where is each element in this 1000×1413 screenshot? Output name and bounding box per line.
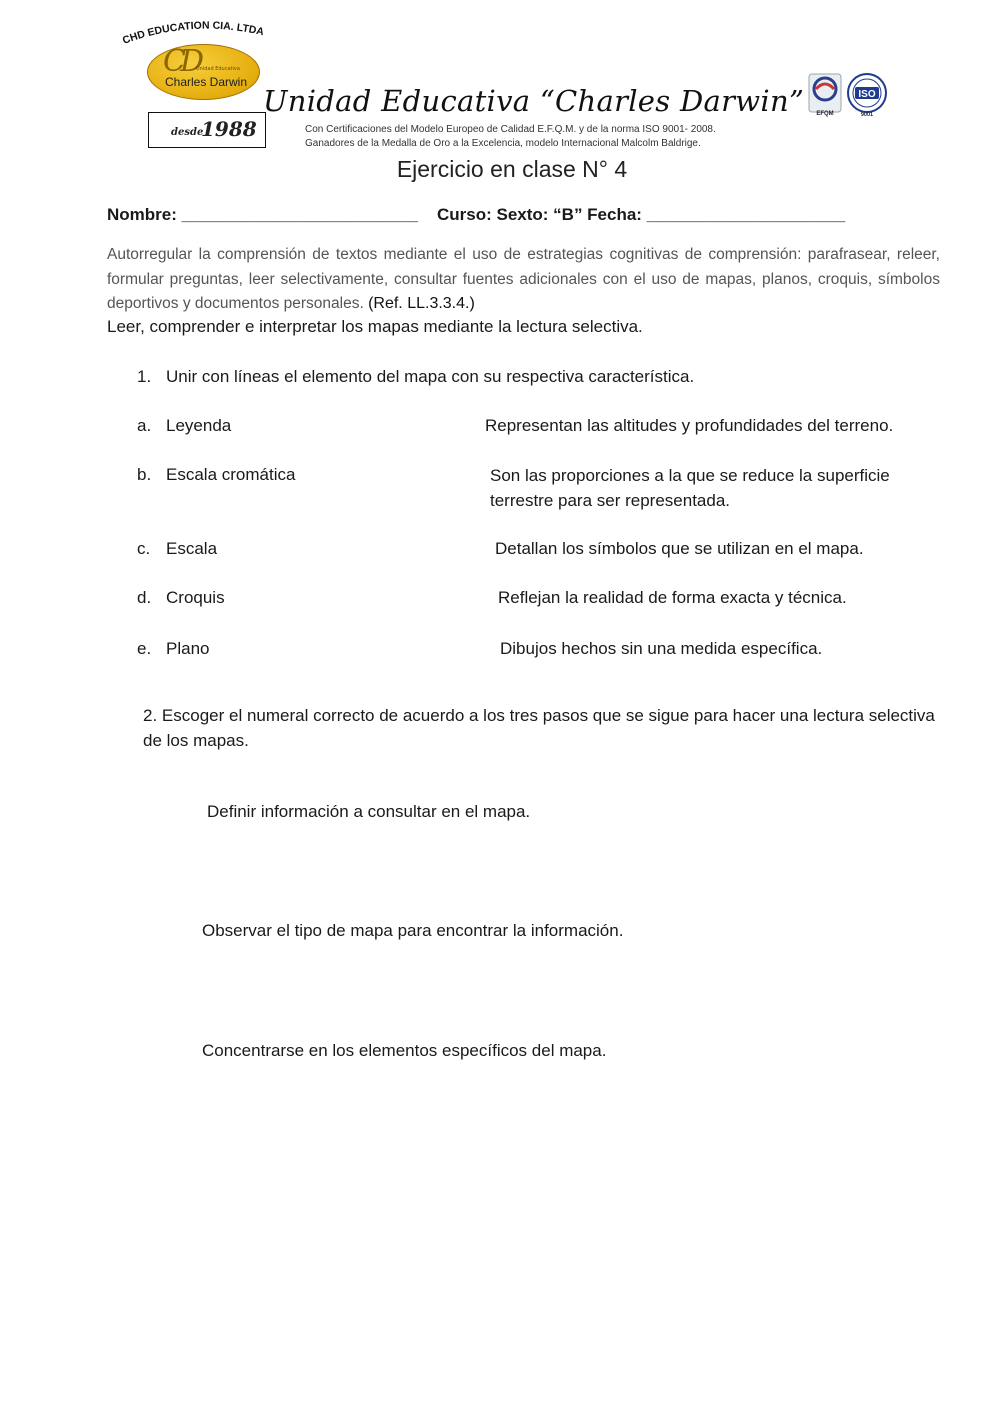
step-item: Definir información a consultar en el mapa. — [207, 802, 531, 821]
objective-text: Autorregular la comprensión de textos mediante el uso de estrategias cognitivas de comprensión: parafrasear, releer, formular preguntas, leer selectivamente, consultar fuentes adicionales con el uso de mapas, planos, croquis, símbolos deportivos y documentos personales. — [107, 246, 940, 312]
step-item: Observar el tipo de mapa para encontrar la información. — [202, 921, 624, 940]
term-escala-cromatica: Escala cromática — [166, 465, 296, 484]
term-letter: e. — [137, 639, 152, 658]
course-date-label: Curso: Sexto: “B” Fecha: _____________________ — [437, 205, 846, 224]
iso-seal-icon — [846, 73, 888, 117]
logo-small-text: Unidad Educativa — [196, 66, 240, 72]
company-name: CHD EDUCATION CIA. LTDA — [120, 19, 266, 47]
school-name: Unidad Educativa “Charles Darwin” — [263, 84, 805, 118]
certification-line: Con Certificaciones del Modelo Europeo de Calidad E.F.Q.M. y de la norma ISO 9001- 2008. — [305, 124, 716, 135]
definition-item: Detallan los símbolos que se utilizan en el mapa. — [495, 539, 864, 558]
term-letter: a. — [137, 416, 152, 435]
svg-text:CHD EDUCATION CIA. LTDA — [121, 20, 266, 47]
objective-ref: (Ref. LL.3.3.4.) — [368, 295, 475, 312]
page-title: Ejercicio en clase N° 4 — [396, 156, 628, 182]
term-letter: d. — [137, 588, 152, 607]
logo-school-name: Charles Darwin — [165, 75, 248, 89]
objective-paragraph — [107, 243, 940, 317]
term-letter: c. — [137, 539, 151, 558]
award-line: Ganadores de la Medalla de Oro a la Excelencia, modelo Internacional Malcolm Baldrige. — [305, 138, 701, 149]
term-letter: b. — [137, 465, 152, 484]
iso-number: 9001 — [860, 112, 874, 117]
term-escala: Escala — [166, 539, 218, 558]
since-year: 1988 — [201, 117, 257, 141]
name-field-label: Nombre: _________________________ — [107, 205, 418, 224]
term-leyenda: Leyenda — [166, 416, 232, 435]
question-2-text: 2. Escoger el numeral correcto de acuerdo a los tres pasos que se sigue para hacer una lectura selectiva de los mapas. — [143, 706, 935, 750]
question-1-number: 1. — [137, 367, 152, 386]
definition-item: Son las proporciones a la que se reduce la superficie terrestre para ser representada. — [490, 466, 890, 510]
subtitle: Leer, comprender e interpretar los mapas mediante la lectura selectiva. — [107, 317, 643, 336]
term-plano: Plano — [166, 639, 210, 658]
definition-item: Representan las altitudes y profundidades del terreno. — [485, 416, 894, 435]
term-croquis: Croquis — [166, 588, 225, 607]
since-label: desde — [171, 127, 204, 138]
definition-item: Dibujos hechos sin una medida específica. — [500, 639, 823, 658]
efqm-seal-icon — [808, 73, 842, 117]
definition-item: Reflejan la realidad de forma exacta y técnica. — [498, 588, 847, 607]
step-item: Concentrarse en los elementos específicos del mapa. — [202, 1041, 607, 1060]
logo-monogram: CD — [163, 44, 199, 79]
question-1-text: Unir con líneas el elemento del mapa con su respectiva característica. — [166, 367, 695, 386]
iso-label: ISO — [858, 89, 876, 100]
efqm-label: EFQM — [816, 111, 834, 117]
